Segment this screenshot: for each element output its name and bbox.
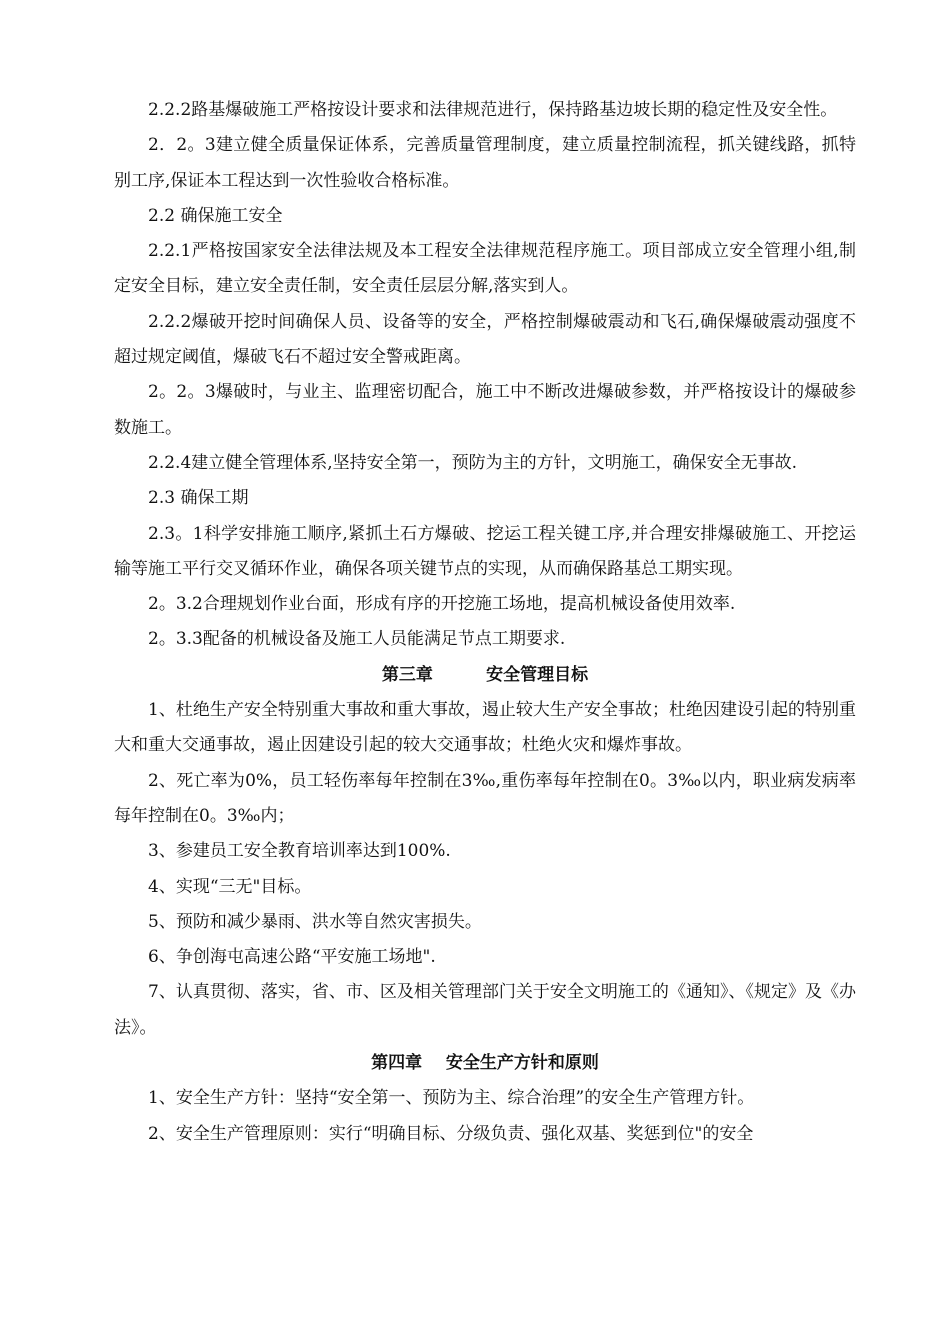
list-item: 4、实现“三无"目标。 xyxy=(148,876,312,897)
document-page xyxy=(114,93,856,1152)
section-title: 2.3 确保工期 xyxy=(148,488,249,509)
paragraph: 7、认真贯彻、落实，省、市、区及相关管理部门关于安全文明施工的《通知》、《规定》及《办法》。 xyxy=(114,982,856,1038)
paragraph: 2.2.1严格按国家安全法律法规及本工程安全法律规范程序施工。项目部成立安全管理小组,制定安全目标，建立安全责任制，安全责任层层分解,落实到人。 xyxy=(114,241,856,297)
paragraph: 1、安全生产方针：坚持“安全第一、预防为主、综合治理”的安全生产管理方针。 xyxy=(148,1088,755,1109)
chapter-heading: 第四章 安全生产方针和原则 xyxy=(371,1053,599,1074)
list-item: 3、参建员工安全教育培训率达到100%. xyxy=(148,841,451,862)
chapter-heading: 第三章 安全管理目标 xyxy=(381,664,589,685)
list-item: 5、预防和减少暴雨、洪水等自然灾害损失。 xyxy=(148,911,482,932)
paragraph: 2.2.4建立健全管理体系,坚持安全第一，预防为主的方针，文明施工，确保安全无事故. xyxy=(148,452,798,473)
section-title: 2.2 确保施工安全 xyxy=(148,205,283,226)
list-item: 6、争创海屯高速公路“平安施工场地". xyxy=(148,947,436,968)
paragraph: 2。2。3爆破时，与业主、监理密切配合，施工中不断改进爆破参数，并严格按设计的爆破参数施工。 xyxy=(114,382,856,438)
paragraph: 2.2.2爆破开挖时间确保人员、设备等的安全，严格控制爆破震动和飞石,确保爆破震动强度不超过规定阈值，爆破飞石不超过安全警戒距离。 xyxy=(114,311,856,368)
paragraph: 2．2。3建立健全质量保证体系，完善质量管理制度，建立质量控制流程，抓关键线路，抓特别工序,保证本工程达到一次性验收合格标准。 xyxy=(114,135,856,191)
paragraph: 2.2.2路基爆破施工严格按设计要求和法律规范进行，保持路基边坡长期的稳定性及安全性。 xyxy=(148,100,838,120)
paragraph: 2。3.2合理规划作业台面，形成有序的开挖施工场地，提高机械设备使用效率. xyxy=(148,594,736,615)
paragraph: 2、安全生产管理原则：实行“明确目标、分级负责、强化双基、奖惩到位"的安全 xyxy=(148,1123,754,1144)
paragraph: 1、杜绝生产安全特别重大事故和重大事故，遏止较大生产安全事故；杜绝因建设引起的特别重大和重大交通事故，遏止因建设引起的较大交通事故；杜绝火灾和爆炸事故。 xyxy=(114,700,856,756)
paragraph: 2。3.3配备的机械设备及施工人员能满足节点工期要求. xyxy=(148,629,566,650)
paragraph: 2.3。1科学安排施工顺序,紧抓土石方爆破、挖运工程关键工序,并合理安排爆破施工、开挖运输等施工平行交叉循环作业，确保各项关键节点的实现，从而确保路基总工期实现。 xyxy=(114,523,856,579)
paragraph: 2、死亡率为0%，员工轻伤率每年控制在3‰,重伤率每年控制在0。3‰以内，职业病发病率每年控制在0。3‰内； xyxy=(114,770,856,826)
